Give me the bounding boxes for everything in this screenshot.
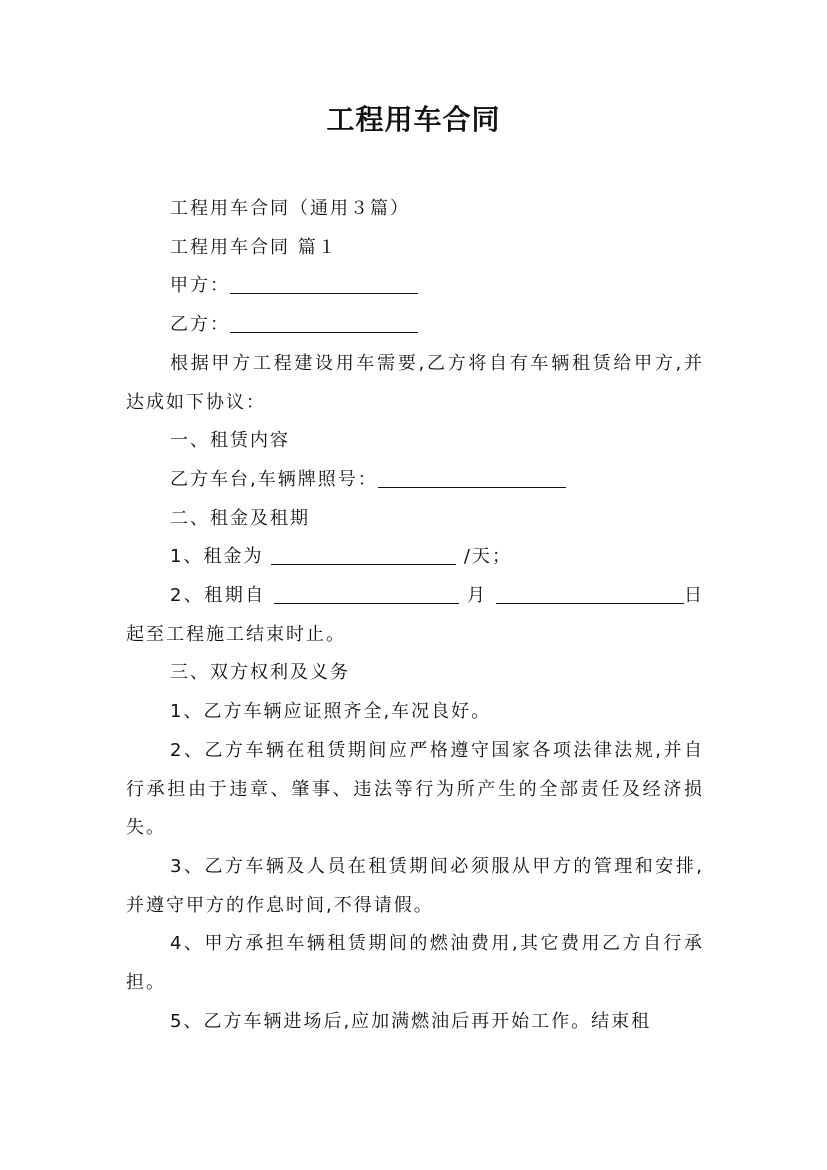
clause-5: 5、乙方车辆进场后,应加满燃油后再开始工作。结束租 [170,1010,652,1032]
term-label: 2、租期自 [170,585,274,607]
term-start-blank [274,585,459,604]
party-a-line [126,267,704,306]
party-a-label: 甲方： [170,275,230,297]
clause-2: 2、乙方车辆在租赁期间应严格遵守国家各项法律法规,并自行承担由于违章、肇事、违法等行为所产生的全部责任及经济损失。 [126,739,704,839]
section-2-heading: 二、租金及租期 [170,507,310,529]
term-end-blank [496,585,684,604]
clause-4: 4、甲方承担车辆租赁期间的燃油费用,其它费用乙方自行承担。 [126,933,704,994]
clause-3: 3、乙方车辆及人员在租赁期间必须服从甲方的管理和安排,并遵守甲方的作息时间,不得请假。 [126,855,704,916]
section-3-heading: 三、双方权利及义务 [170,662,350,684]
party-b-line [126,306,704,345]
document-subtitle: 工程用车合同（通用３篇） [170,198,410,219]
vehicle-plate-blank [378,469,566,488]
document-title: 工程用车合同 [326,103,501,136]
rent-unit: /天； [456,546,512,568]
clause-1: 1、乙方车辆应证照齐全,车况良好。 [170,701,492,723]
section-heading: 工程用车合同 篇１ [170,236,338,258]
party-b-blank [230,314,418,333]
party-b-label: 乙方： [170,314,230,336]
vehicle-plate-line [126,461,704,500]
rent-label: 1、租金为 [170,546,272,568]
term-end-text: 日起至工程施工结束时止。 [126,585,704,645]
document-body [126,190,704,1041]
vehicle-plate-label: 乙方车台,车辆牌照号： [170,468,378,490]
rent-blank [271,546,456,565]
party-a-blank [230,275,418,294]
term-month-label: 月 [458,585,496,607]
section-1-heading: 一、租赁内容 [170,430,290,452]
intro-paragraph: 根据甲方工程建设用车需要,乙方将自有车辆租赁给甲方,并达成如下协议： [126,352,704,413]
rent-line [126,538,704,577]
term-line [126,577,704,654]
